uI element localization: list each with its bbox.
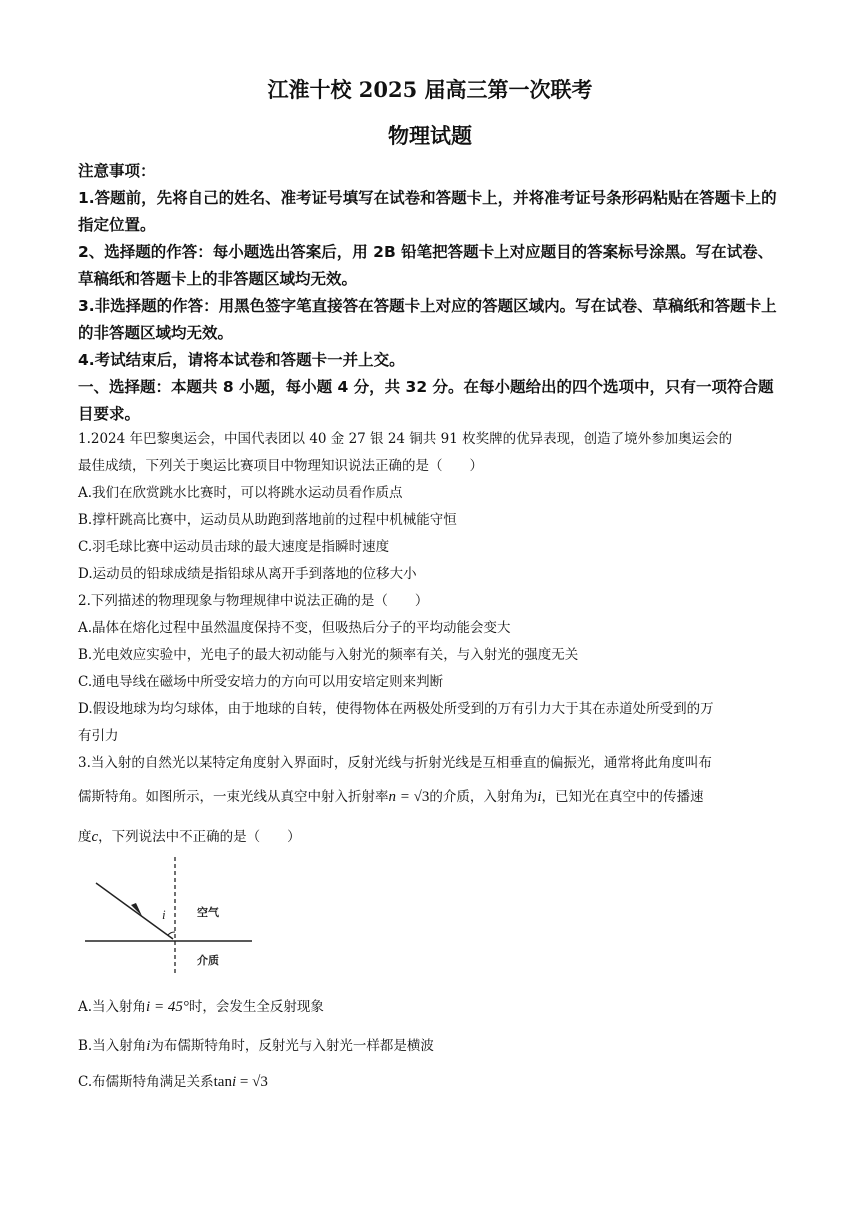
q2-stem: 2.下列描述的物理现象与物理规律中说法正确的是（ ） bbox=[78, 593, 429, 609]
q2-option-a: A.晶体在熔化过程中虽然温度保持不变，但吸热后分子的平均动能会变大 bbox=[78, 620, 511, 636]
angle-45-expression: i = 45° bbox=[146, 999, 189, 1015]
q3-option-a-text-b: 时，会发生全反射现象 bbox=[188, 999, 324, 1015]
sqrt-three: √3 bbox=[413, 789, 430, 805]
notes-heading: 注意事项： bbox=[78, 162, 156, 180]
q3-stem-text-a: 儒斯特角。如图所示，一束光线从真空中射入折射率 bbox=[78, 789, 389, 805]
note-item-3: 3.非选择题的作答：用黑色签字笔直接答在答题卡上对应的答题区域内。写在试卷、草稿纸和答题卡上的非答题区域均无效。 bbox=[78, 297, 777, 342]
refractive-index-symbol: n = bbox=[388, 789, 414, 805]
q3-option-b bbox=[78, 1033, 788, 1060]
q3-option-a bbox=[78, 994, 788, 1021]
incidence-angle-symbol: i bbox=[146, 1038, 151, 1054]
light-speed-symbol: c bbox=[91, 829, 99, 845]
q3-stem-text-b: 的介质，入射角为 bbox=[429, 789, 538, 805]
exam-title: 江淮十校 2025 届高三第一次联考 bbox=[267, 77, 593, 102]
q3-stem-text-e: ，下列说法中不正确的是（ ） bbox=[98, 829, 301, 845]
q3-option-c bbox=[78, 1069, 788, 1096]
q3-option-b-text-a: B.当入射角 bbox=[78, 1038, 147, 1054]
tan-function: tan bbox=[213, 1074, 232, 1090]
q3-option-c-text: C.布儒斯特角满足关系 bbox=[78, 1074, 214, 1090]
sqrt-three: √3 bbox=[252, 1074, 268, 1090]
q3-stem-line2 bbox=[78, 784, 788, 811]
q3-stem-line3 bbox=[78, 824, 788, 851]
q3-stem-text-d: 度 bbox=[78, 829, 92, 845]
q3-option-b-text-b: 为布儒斯特角时，反射光与入射光一样都是横波 bbox=[150, 1038, 434, 1054]
air-label: 空气 bbox=[197, 906, 219, 919]
q2-option-d-line1: D.假设地球为均匀球体，由于地球的自转，使得物体在两极处所受到的万有引力大于其在赤道处所受到的万 bbox=[78, 701, 714, 717]
q2-option-c: C.通电导线在磁场中所受安培力的方向可以用安培定则来判断 bbox=[78, 674, 444, 690]
q3-stem-line1: 3.当入射的自然光以某特定角度射入界面时，反射光线与折射光线是互相垂直的偏振光，通常将此角度叫布 bbox=[78, 755, 712, 771]
q3-option-a-text-a: A.当入射角 bbox=[78, 999, 147, 1015]
q2-option-b: B.光电效应实验中，光电子的最大初动能与入射光的频率有关，与入射光的强度无关 bbox=[78, 647, 579, 663]
q1-stem-line1: 1.2024 年巴黎奥运会，中国代表团以 40 金 27 银 24 铜共 91 枚奖牌的优异表现，创造了境外参加奥运会的 bbox=[78, 431, 733, 447]
section-heading: 一、选择题：本题共 8 小题，每小题 4 分，共 32 分。在每小题给出的四个选项中，只有一项符合题目要求。 bbox=[78, 378, 774, 423]
equals-sign: = bbox=[236, 1074, 253, 1090]
subject-title: 物理试题 bbox=[388, 123, 472, 148]
q1-option-c: C.羽毛球比赛中运动员击球的最大速度是指瞬时速度 bbox=[78, 539, 390, 555]
q1-option-a: A.我们在欣赏跳水比赛时，可以将跳水运动员看作质点 bbox=[78, 485, 403, 501]
angle-arc bbox=[168, 932, 175, 935]
q1-option-d: D.运动员的铅球成绩是指铅球从离开手到落地的位移大小 bbox=[78, 566, 417, 582]
incidence-angle-symbol: i bbox=[231, 1074, 237, 1090]
q2-option-d-line2: 有引力 bbox=[78, 728, 119, 744]
medium-label: 介质 bbox=[197, 954, 219, 967]
incidence-angle-symbol: i bbox=[537, 789, 542, 805]
refraction-diagram bbox=[80, 855, 260, 980]
note-item-2: 2、选择题的作答：每小题选出答案后，用 2B 铅笔把答题卡上对应题目的答案标号涂黑。写在试卷、草稿纸和答题卡上的非答题区域均无效。 bbox=[78, 243, 774, 288]
angle-label: i bbox=[162, 907, 166, 922]
q3-stem-text-c: ，已知光在真空中的传播速 bbox=[541, 789, 704, 805]
note-item-1: 1.答题前，先将自己的姓名、准考证号填写在试卷和答题卡上，并将准考证号条形码粘贴在答题卡上的指定位置。 bbox=[78, 189, 777, 234]
q1-option-b: B.撑杆跳高比赛中，运动员从助跑到落地前的过程中机械能守恒 bbox=[78, 512, 457, 528]
q1-stem-line2: 最佳成绩，下列关于奥运比赛项目中物理知识说法正确的是（ ） bbox=[78, 458, 483, 474]
note-item-4: 4.考试结束后，请将本试卷和答题卡一并上交。 bbox=[78, 351, 405, 369]
